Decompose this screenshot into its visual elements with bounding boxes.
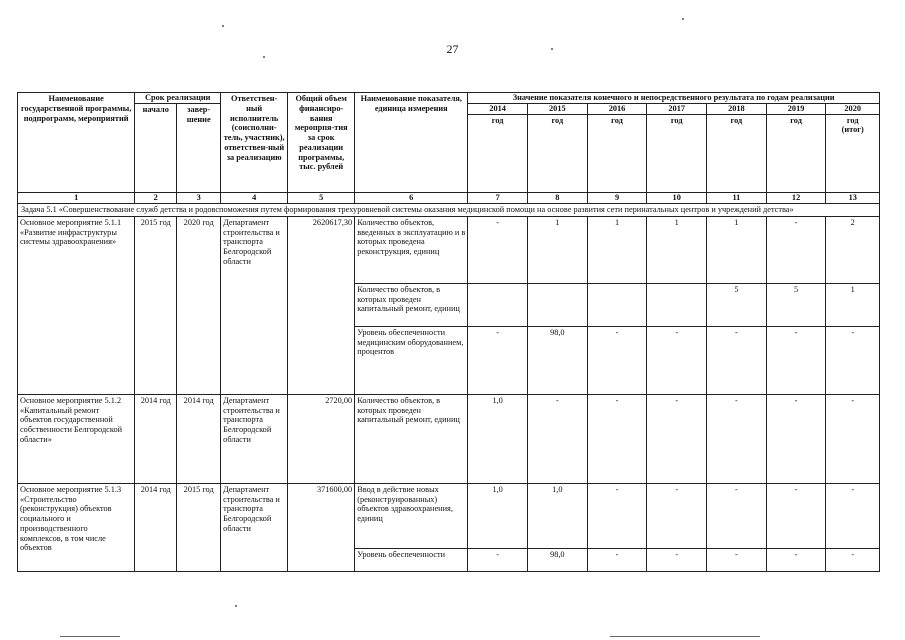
col-number: 5 bbox=[288, 193, 355, 204]
header-year-2018 bbox=[707, 103, 767, 192]
col-number: 3 bbox=[177, 193, 221, 204]
col-number: 6 bbox=[355, 193, 468, 204]
indicator-value: - bbox=[766, 548, 826, 571]
indicator-value: - bbox=[766, 326, 826, 394]
table-row bbox=[18, 216, 880, 283]
header-row-1 bbox=[18, 93, 880, 104]
indicator-value: 5 bbox=[766, 283, 826, 326]
indicator-value: 5 bbox=[707, 283, 767, 326]
measure-end: 2014 год bbox=[177, 394, 221, 483]
measure-name: Основное мероприятие 5.1.1 «Развитие инфраструктуры системы здравоохранения» bbox=[18, 216, 135, 394]
indicator-value: - bbox=[468, 548, 528, 571]
program-indicators-table bbox=[17, 92, 880, 572]
measure-financing: 371600,00 bbox=[288, 483, 355, 571]
indicator-value: - bbox=[707, 483, 767, 548]
header-year-2014 bbox=[468, 103, 528, 192]
year-label: 2020 bbox=[826, 104, 879, 115]
header-year-2016 bbox=[587, 103, 647, 192]
measure-financing: 2620617,30 bbox=[288, 216, 355, 394]
header-responsible: Ответствен-ный исполнитель (соисполни-тель, участник), ответствен-ный за реализацию bbox=[221, 93, 288, 193]
indicator-value: - bbox=[587, 326, 647, 394]
header-year-2015 bbox=[527, 103, 587, 192]
indicator-label: Количество объектов, введенных в эксплуатацию и в которых проведена реконструкция, единиц bbox=[355, 216, 468, 283]
header-year-2019 bbox=[766, 103, 826, 192]
col-number: 8 bbox=[527, 193, 587, 204]
table-row bbox=[18, 483, 880, 548]
indicator-value: - bbox=[587, 483, 647, 548]
measure-name: Основное мероприятие 5.1.2 «Капитальный ремонт объектов государственной собственности Белгородской области» bbox=[18, 394, 135, 483]
indicator-value: - bbox=[826, 548, 880, 571]
measure-responsible: Департамент строительства и транспорта Белгородской области bbox=[221, 394, 288, 483]
year-unit: год bbox=[846, 115, 859, 125]
year-unit: год bbox=[730, 115, 743, 125]
indicator-value: 1 bbox=[647, 216, 707, 283]
col-number: 2 bbox=[135, 193, 177, 204]
col-number: 4 bbox=[221, 193, 288, 204]
col-number: 12 bbox=[766, 193, 826, 204]
year-label: 2017 bbox=[647, 104, 706, 115]
indicator-value: - bbox=[468, 216, 528, 283]
indicator-value: - bbox=[826, 483, 880, 548]
year-label: 2015 bbox=[528, 104, 587, 115]
header-financing: Общий объем финансиро-вания меропрпя-тия за срок реализации программы, тыс. рублей bbox=[288, 93, 355, 193]
measure-start: 2014 год bbox=[135, 483, 177, 571]
header-values: Значение показателя конечного и непосредственного результата по годам реализации bbox=[468, 93, 880, 104]
indicator-value: - bbox=[766, 394, 826, 483]
header-end: завер-шение bbox=[177, 103, 221, 192]
header-year-2020 bbox=[826, 103, 880, 192]
indicator-value: 1 bbox=[826, 283, 880, 326]
year-label: 2014 bbox=[468, 104, 527, 115]
year-unit: год bbox=[790, 115, 802, 125]
year-unit: год bbox=[491, 115, 504, 125]
col-number: 11 bbox=[707, 193, 767, 204]
indicator-label: Уровень обеспеченности медицинским оборудованием, процентов bbox=[355, 326, 468, 394]
scan-speck bbox=[263, 56, 265, 58]
indicator-value bbox=[468, 283, 528, 326]
indicator-value: 1,0 bbox=[468, 483, 528, 548]
indicator-value bbox=[527, 283, 587, 326]
header-year-2017 bbox=[647, 103, 707, 192]
scan-speck bbox=[235, 605, 237, 607]
indicator-value: 1,0 bbox=[468, 394, 528, 483]
scan-speck bbox=[682, 18, 684, 20]
header-indicator: Наименование показателя, единица измерения bbox=[355, 93, 468, 193]
indicator-value: - bbox=[707, 394, 767, 483]
indicator-label: Количество объектов, в которых проведен капитальный ремонт, единиц bbox=[355, 283, 468, 326]
indicator-value bbox=[587, 283, 647, 326]
indicator-value: - bbox=[527, 394, 587, 483]
header-term: Срок реализации bbox=[135, 93, 221, 104]
indicator-value: - bbox=[766, 483, 826, 548]
measure-responsible: Департамент строительства и транспорта Белгородской области bbox=[221, 216, 288, 394]
year-label: 2018 bbox=[707, 104, 766, 115]
measure-end: 2015 год bbox=[177, 483, 221, 571]
measure-start: 2014 год bbox=[135, 394, 177, 483]
indicator-value: - bbox=[826, 394, 880, 483]
indicator-value: 2 bbox=[826, 216, 880, 283]
scan-speck bbox=[222, 25, 224, 27]
page-number: 27 bbox=[446, 42, 459, 56]
table-row bbox=[18, 394, 880, 483]
year-unit: год bbox=[670, 115, 683, 125]
indicator-label: Уровень обеспеченности bbox=[355, 548, 468, 571]
indicator-value: - bbox=[587, 548, 647, 571]
indicator-value: - bbox=[468, 326, 528, 394]
measure-responsible: Департамент строительства и транспорта Белгородской области bbox=[221, 483, 288, 571]
year-label: 2019 bbox=[767, 104, 826, 115]
measure-end: 2020 год bbox=[177, 216, 221, 394]
indicator-label: Количество объектов, в которых проведен капитальный ремонт, единиц bbox=[355, 394, 468, 483]
indicator-value: - bbox=[647, 394, 707, 483]
year-unit: год bbox=[551, 115, 564, 125]
indicator-value: 1 bbox=[707, 216, 767, 283]
year-note: (итог) bbox=[841, 125, 864, 135]
scan-edge-line bbox=[60, 636, 120, 637]
scan-speck bbox=[551, 48, 553, 50]
col-number: 1 bbox=[18, 193, 135, 204]
indicator-value: 1 bbox=[527, 216, 587, 283]
year-unit: год bbox=[611, 115, 623, 125]
measure-financing: 2720,00 bbox=[288, 394, 355, 483]
measure-name: Основное мероприятие 5.1.3 «Строительство (реконструкция) объектов социального и производственного комплексов, в том числе объектов bbox=[18, 483, 135, 571]
indicator-value: - bbox=[587, 394, 647, 483]
indicator-value: - bbox=[766, 216, 826, 283]
indicator-value: - bbox=[647, 326, 707, 394]
indicator-value: - bbox=[707, 548, 767, 571]
col-number: 10 bbox=[647, 193, 707, 204]
measure-start: 2015 год bbox=[135, 216, 177, 394]
scan-edge-line bbox=[610, 636, 760, 637]
indicator-value: - bbox=[826, 326, 880, 394]
task-row bbox=[18, 204, 880, 217]
col-number: 7 bbox=[468, 193, 528, 204]
indicator-value: 1,0 bbox=[527, 483, 587, 548]
indicator-value: 98,0 bbox=[527, 548, 587, 571]
indicator-label: Ввод в действие новых (реконструированных) объектов здравоохранения, единиц bbox=[355, 483, 468, 548]
indicator-value bbox=[647, 283, 707, 326]
indicator-value: 1 bbox=[587, 216, 647, 283]
column-numbers-row bbox=[18, 193, 880, 204]
col-number: 9 bbox=[587, 193, 647, 204]
indicator-value: - bbox=[707, 326, 767, 394]
indicator-value: - bbox=[647, 483, 707, 548]
indicator-value: - bbox=[647, 548, 707, 571]
year-label: 2016 bbox=[588, 104, 647, 115]
indicator-value: 98,0 bbox=[527, 326, 587, 394]
header-name: Наименование государственной программы, подпрограмм, мероприятий bbox=[18, 93, 135, 193]
task-title: Задача 5.1 «Совершенствование служб детства и родовспоможения путем формирования трехуровневой системы оказания медицинской помощи на основе развития сети перинатальных центров и учреждений детства» bbox=[18, 204, 880, 217]
col-number: 13 bbox=[826, 193, 880, 204]
header-start: начало bbox=[135, 103, 177, 192]
